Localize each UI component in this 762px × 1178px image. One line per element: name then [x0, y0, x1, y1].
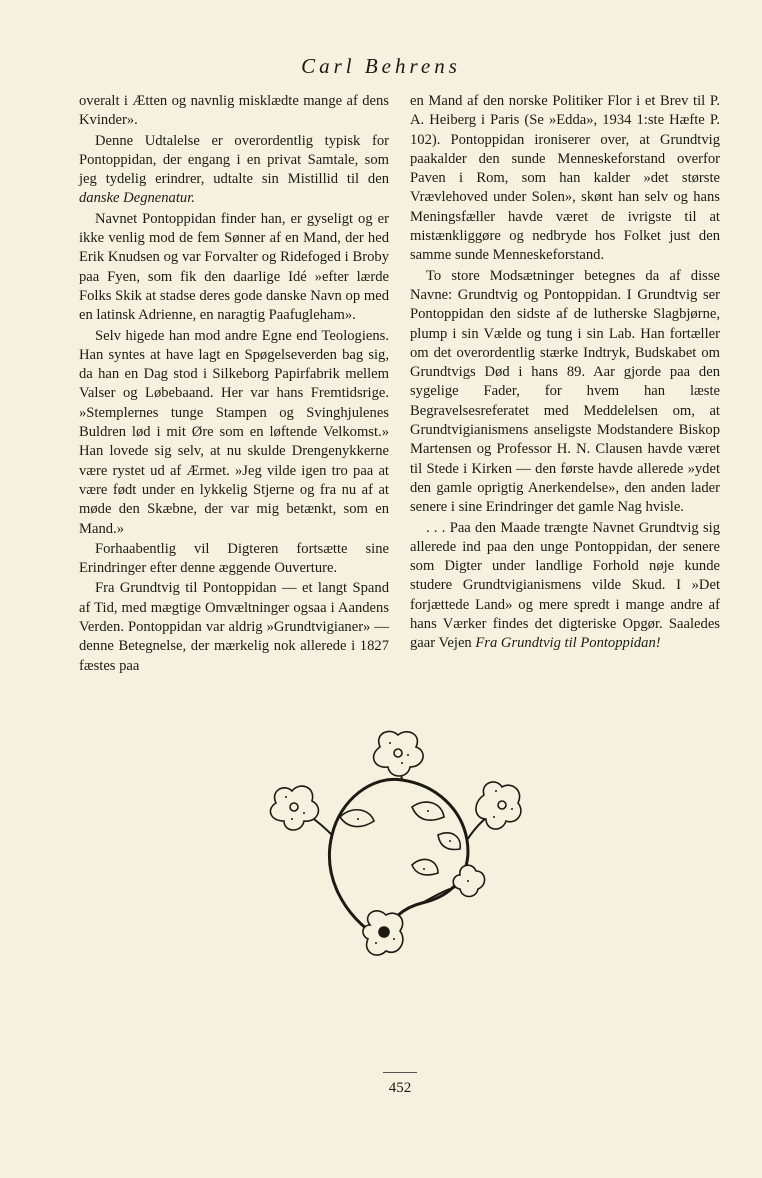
emphasis-text: Fra Grundtvig til Pontoppidan!	[475, 635, 661, 652]
left-column	[79, 92, 389, 676]
page-number: 452	[388, 1080, 412, 1096]
footer-rule	[383, 1072, 417, 1073]
paragraph: To store Modsætninger betegnes da af disse Navne: Grundtvig og Pontoppidan. I Grundtvig ser Pontoppidan den sidste af de lutherske Slagbjørne, plump i sin Vælde og tung i sin Lab. Han fortæller om det overordentlig stærke Indtryk, Budskabet om Grundtvigs Død i hans 89. Aar gjorde paa den sygelige Fader, for hvem han læste Begravelsesreferatet med Meddelelsen om, at Grundtvigianismens anseligste Modstandere Biskop Martensen og Professor H. N. Clausen havde været til Stede i Kirken — den første havde allerede »ydet den gamle oprigtig Anerkendelse», den anden lader senere i sine Erindringer det gamle Nag hvisle.	[410, 267, 720, 516]
floral-vignette-icon	[262, 725, 526, 965]
paragraph: Fra Grundtvig til Pontoppidan — et langt Spand af Tid, med mægtige Omvæltninger ogsaa i Aandens Verden. Pontoppidan var aldrig »Grundtvigianer» — denne Betegnelse, der mærkelig nok allerede i 1827 fæstes paa	[79, 580, 389, 674]
paragraph-continued: overalt i Ætten og navnlig misklædte mange af dens Kvinder».	[79, 93, 389, 129]
paragraph: Navnet Pontoppidan finder han, er gyseligt og er ikke venlig mod de fem Sønner af en Mand, der hed Erik Knudsen og var Forvalter og Ridefoged i Broby paa Fyen, som fik den daarlige Idé »efter lærde Folks Skik at stadse deres gode danske Navn op med en latinsk Adrienne, en naragtig Paafuglеham».	[79, 210, 389, 324]
emphasis-text: danske Degnenatur.	[79, 190, 195, 207]
paragraph	[410, 519, 720, 654]
paragraph-continued: en Mand af den norske Politiker Flor i et Brev til P. A. Heiberg i Paris (Se »Edda», 1934 1:ste Hæfte P. 102). Pontoppidan ironiserer over, at Grundtvig paakalder den sunde Menneskeforstand overfor Paven i Rom, som han kalder »det største Vrævlehoved under Solen», skønt han selv og hans Meningsfæller havde været de ivrigste til at mistænkliggøre og nedbryde hos Folket just den samme sunde Menneskeforstand.	[410, 93, 720, 264]
paragraph	[79, 132, 389, 209]
paragraph-text: Denne Udtalelse er overordentlig typisk for Pontoppidan, der engang i en privat Samtale, som jeg tydelig erindrer, udtalte sin Mistillid til den	[79, 132, 389, 188]
paragraph-text: . . . Paa den Maade trængte Navnet Grundtvig sig allerede ind paa den unge Pontoppidan, der senere som Digter under landlige Forhold nøje kunde studere Grundtvigianismens vilde Skud. I »Det forjættede Land» og mere spredt i mange andre af hans Værker findes det digteriske Opgør. Saaledes gaar Vejen	[410, 519, 720, 652]
paragraph: Forhaabentlig vil Digteren fortsætte sine Erindringer efter denne æggende Ouverture.	[79, 540, 389, 577]
running-header: Carl Behrens	[301, 54, 461, 78]
paragraph: Selv higede han mod andre Egne end Teologiens. Han syntes at have lagt en Spøgelseverden bag sig, da han en Dag stod i Silkeborg Papirfabrik mellem Valser og Løbebaand. Her var hans Fremtidsrige. »Stemplernes tunge Stampen og Svinghjulenes Buldren lød i mit Øre som en løftende Velkomst.» Han lovede sig selv, at nu skulde Drengenykkerne være rystet ud af Ærmet. »Jeg vilde igen tro paa at være født under en lykkelig Stjerne og fra nu af at møde den Skæbne, der var mig betænkt, som en Mand.»	[79, 327, 389, 537]
right-column	[410, 92, 720, 654]
